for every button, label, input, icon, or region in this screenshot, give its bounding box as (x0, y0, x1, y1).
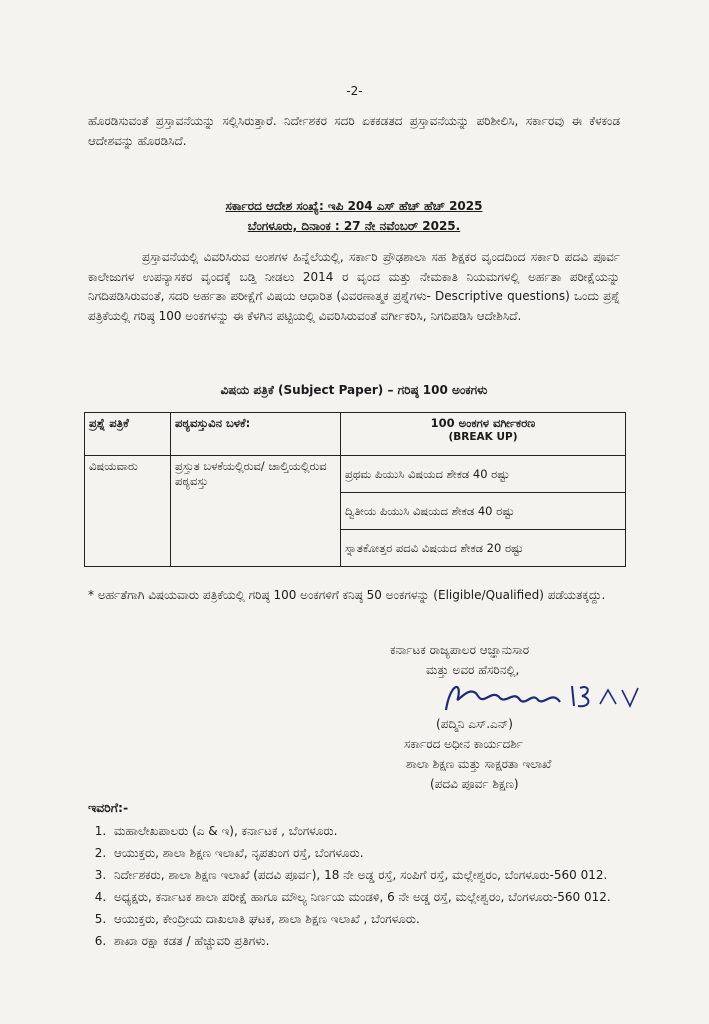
list-item: 4. ಅಧ್ಯಕ್ಷರು, ಕರ್ನಾಟಕ ಶಾಲಾ ಪರೀಕ್ಷೆ ಹಾಗೂ ಮೌಲ್ಯ ನಿರ್ಣಯ ಮಂಡಳಿ, 6 ನೇ ಅಡ್ಡ ರಸ್ತೆ, ಮಲ್ಲೇಶ್ವರಂ, ಬೆಂಗಳೂರು-560 012. (110, 886, 670, 908)
subject-paper-table (84, 412, 626, 567)
page-number: -2- (346, 84, 363, 98)
signatory-name: (ಪದ್ಮಿನಿ ಎಸ್.ಎನ್) (436, 717, 513, 731)
order-date: ಬೆಂಗಳೂರು, ದಿನಾಂಕ : 27 ನೇ ನವೆಂಬರ್ 2025. (247, 219, 461, 233)
table-header-row (85, 413, 626, 456)
cc-list (82, 820, 670, 952)
list-item: 5. ಆಯುಕ್ತರು, ಕೇಂದ್ರೀಯ ದಾಖಲಾತಿ ಘಟಕ, ಶಾಲಾ ಶಿಕ್ಷಣ ಇಲಾಖೆ , ಬೆಂಗಳೂರು. (110, 908, 670, 930)
list-item: 6. ಶಾಖಾ ರಕ್ಷಾ ಕಡತ / ಹೆಚ್ಚುವರಿ ಪ್ರತಿಗಳು. (110, 930, 670, 952)
cell-paper: ವಿಷಯವಾರು (85, 456, 171, 567)
intro-paragraph: ಹೊರಡಿಸುವಂತೆ ಪ್ರಸ್ತಾವನೆಯನ್ನು ಸಲ್ಲಿಸಿರುತ್ತಾರೆ. ನಿರ್ದೇಶಕರ ಸದರಿ ಏಕಕಡತದ ಪ್ರಸ್ತಾವನೆಯನ್ನು ಪರಿಶೀಲಿಸಿ, ಸರ್ಕಾರವು ಈ ಕೆಳಕಂಡ ಆದೇಶವನ್ನು ಹೊರಡಿಸಿದೆ. (88, 114, 620, 148)
signatory-section: (ಪದವಿ ಪೂರ್ವ ಶಿಕ್ಷಣ) (430, 777, 519, 791)
list-item: 3. ನಿರ್ದೇಶಕರು, ಶಾಲಾ ಶಿಕ್ಷಣ ಇಲಾಖೆ (ಪದವಿ ಪೂರ್ವ), 18 ನೇ ಅಡ್ಡ ರಸ್ತೆ, ಸಂಪಿಗೆ ರಸ್ತೆ, ಮಲ್ಲೇಶ್ವರಂ, ಬೆಂಗಳೂರು-560 012. (110, 864, 670, 886)
order-line-2: ಮತ್ತು ಅವರ ಹೆಸರಿನಲ್ಲಿ, (426, 663, 520, 677)
order-line-1: ಕರ್ನಾಟಕ ರಾಜ್ಯಪಾಲರ ಆಜ್ಞಾನುಸಾರ (390, 643, 530, 657)
signatory-designation: ಸರ್ಕಾರದ ಅಧೀನ ಕಾರ್ಯದರ್ಶಿ (404, 737, 523, 751)
signatory-department: ಶಾಲಾ ಶಿಕ್ಷಣ ಮತ್ತು ಸಾಕ್ಷರತಾ ಇಲಾಖೆ (406, 757, 552, 771)
header-breakup-sub: (BREAK UP) (448, 431, 518, 443)
cell-syllabus: ಪ್ರಸ್ತುತ ಬಳಕೆಯಲ್ಲಿರುವ/ ಚಾಲ್ತಿಯಲ್ಲಿರುವ ಪಠ್ಯವಸ್ತು (171, 456, 341, 567)
header-paper: ಪ್ರಶ್ನೆ ಪತ್ರಿಕೆ (85, 413, 171, 456)
handwritten-signature (440, 676, 640, 716)
list-item: 1. ಮಹಾಲೇಖಪಾಲರು (ಎ & ಇ), ಕರ್ನಾಟಕ , ಬೆಂಗಳೂರು. (110, 820, 670, 842)
header-syllabus: ಪಠ್ಯವಸ್ತುವಿನ ಬಳಕೆ: (171, 413, 341, 456)
cell-breakup-2: ದ್ವಿತೀಯ ಪಿಯುಸಿ ವಿಷಯದ ಶೇಕಡ 40 ರಷ್ಟು (341, 493, 626, 530)
main-paragraph: ಪ್ರಸ್ತಾವನೆಯಲ್ಲಿ ವಿವರಿಸಿರುವ ಅಂಶಗಳ ಹಿನ್ನೆಲೆಯಲ್ಲಿ, ಸರ್ಕಾರಿ ಪ್ರೌಢಶಾಲಾ ಸಹ ಶಿಕ್ಷಕರ ವೃಂದದಿಂದ ಸರ್ಕಾರಿ ಪದವಿ ಪೂರ್ವ ಕಾಲೇಜುಗಳ ಉಪನ್ಯಾಸಕರ ವೃಂದಕ್ಕೆ ಬಡ್ತಿ ನೀಡಲು 2014 ರ ವೃಂದ ಮತ್ತು ನೇಮಕಾತಿ ನಿಯಮಗಳಲ್ಲಿ ಅರ್ಹತಾ ಪರೀಕ್ಷೆಯನ್ನು ನಿಗದಿಪಡಿಸಿರುವಂತೆ, ಸದರಿ ಅರ್ಹತಾ ಪರೀಕ್ಷೆಗೆ ವಿಷಯ ಆಧಾರಿತ (ವಿವರಣಾತ್ಮಕ ಪ್ರಶ್ನೆಗಳು- Descriptive questions) ಒಂದು ಪ್ರಶ್ನೆ ಪತ್ರಿಕೆಯಲ್ಲಿ ಗರಿಷ್ಠ 100 ಅಂಕಗಳನ್ನು ಈ ಕೆಳಗಿನ ಪಟ್ಟಿಯಲ್ಲಿ ವಿವರಿಸಿರುವಂತೆ ವರ್ಗೀಕರಿಸಿ, ನಿಗದಿಪಡಿಸಿ ಆದೇಶಿಸಿದೆ. (88, 250, 620, 323)
governor-order (390, 640, 690, 680)
order-number: ಸರ್ಕಾರದ ಆದೇಶ ಸಂಖ್ಯೆ: ಇಪಿ 204 ಎಸ್ ಹೆಚ್ ಹೆಚ್ 2025 (225, 199, 483, 213)
header-breakup-label: 100 ಅಂಕಗಳ ವರ್ಗೀಕರಣ (430, 416, 536, 430)
cell-breakup-3: ಸ್ನಾತಕೋತ್ತರ ಪದವಿ ವಿಷಯದ ಶೇಕಡ 20 ರಷ್ಟು (341, 530, 626, 567)
cell-breakup-1: ಪ್ರಥಮ ಪಿಯುಸಿ ವಿಷಯದ ಶೇಕಡ 40 ರಷ್ಟು (341, 456, 626, 493)
list-item: 2. ಆಯುಕ್ತರು, ಶಾಲಾ ಶಿಕ್ಷಣ ಇಲಾಖೆ, ನೃಪತುಂಗ ರಸ್ತೆ, ಬೆಂಗಳೂರು. (110, 842, 670, 864)
order-heading (88, 196, 620, 236)
table-row (85, 456, 626, 493)
signatory-block (366, 714, 666, 794)
table-title: ವಿಷಯ ಪತ್ರಿಕೆ (Subject Paper) – ಗರಿಷ್ಠ 100 ಅಂಕಗಳು (220, 383, 488, 397)
cc-heading: ಇವರಿಗೆ:- (88, 800, 129, 815)
header-breakup (341, 413, 626, 456)
qualification-note: * ಅರ್ಹತೆಗಾಗಿ ವಿಷಯವಾರು ಪತ್ರಿಕೆಯಲ್ಲಿ ಗರಿಷ್ಠ 100 ಅಂಕಗಳಿಗೆ ಕನಿಷ್ಠ 50 ಅಂಕಗಳನ್ನು (Eligible/Qualified) ಪಡೆಯತಕ್ಕದ್ದು. (88, 588, 606, 602)
